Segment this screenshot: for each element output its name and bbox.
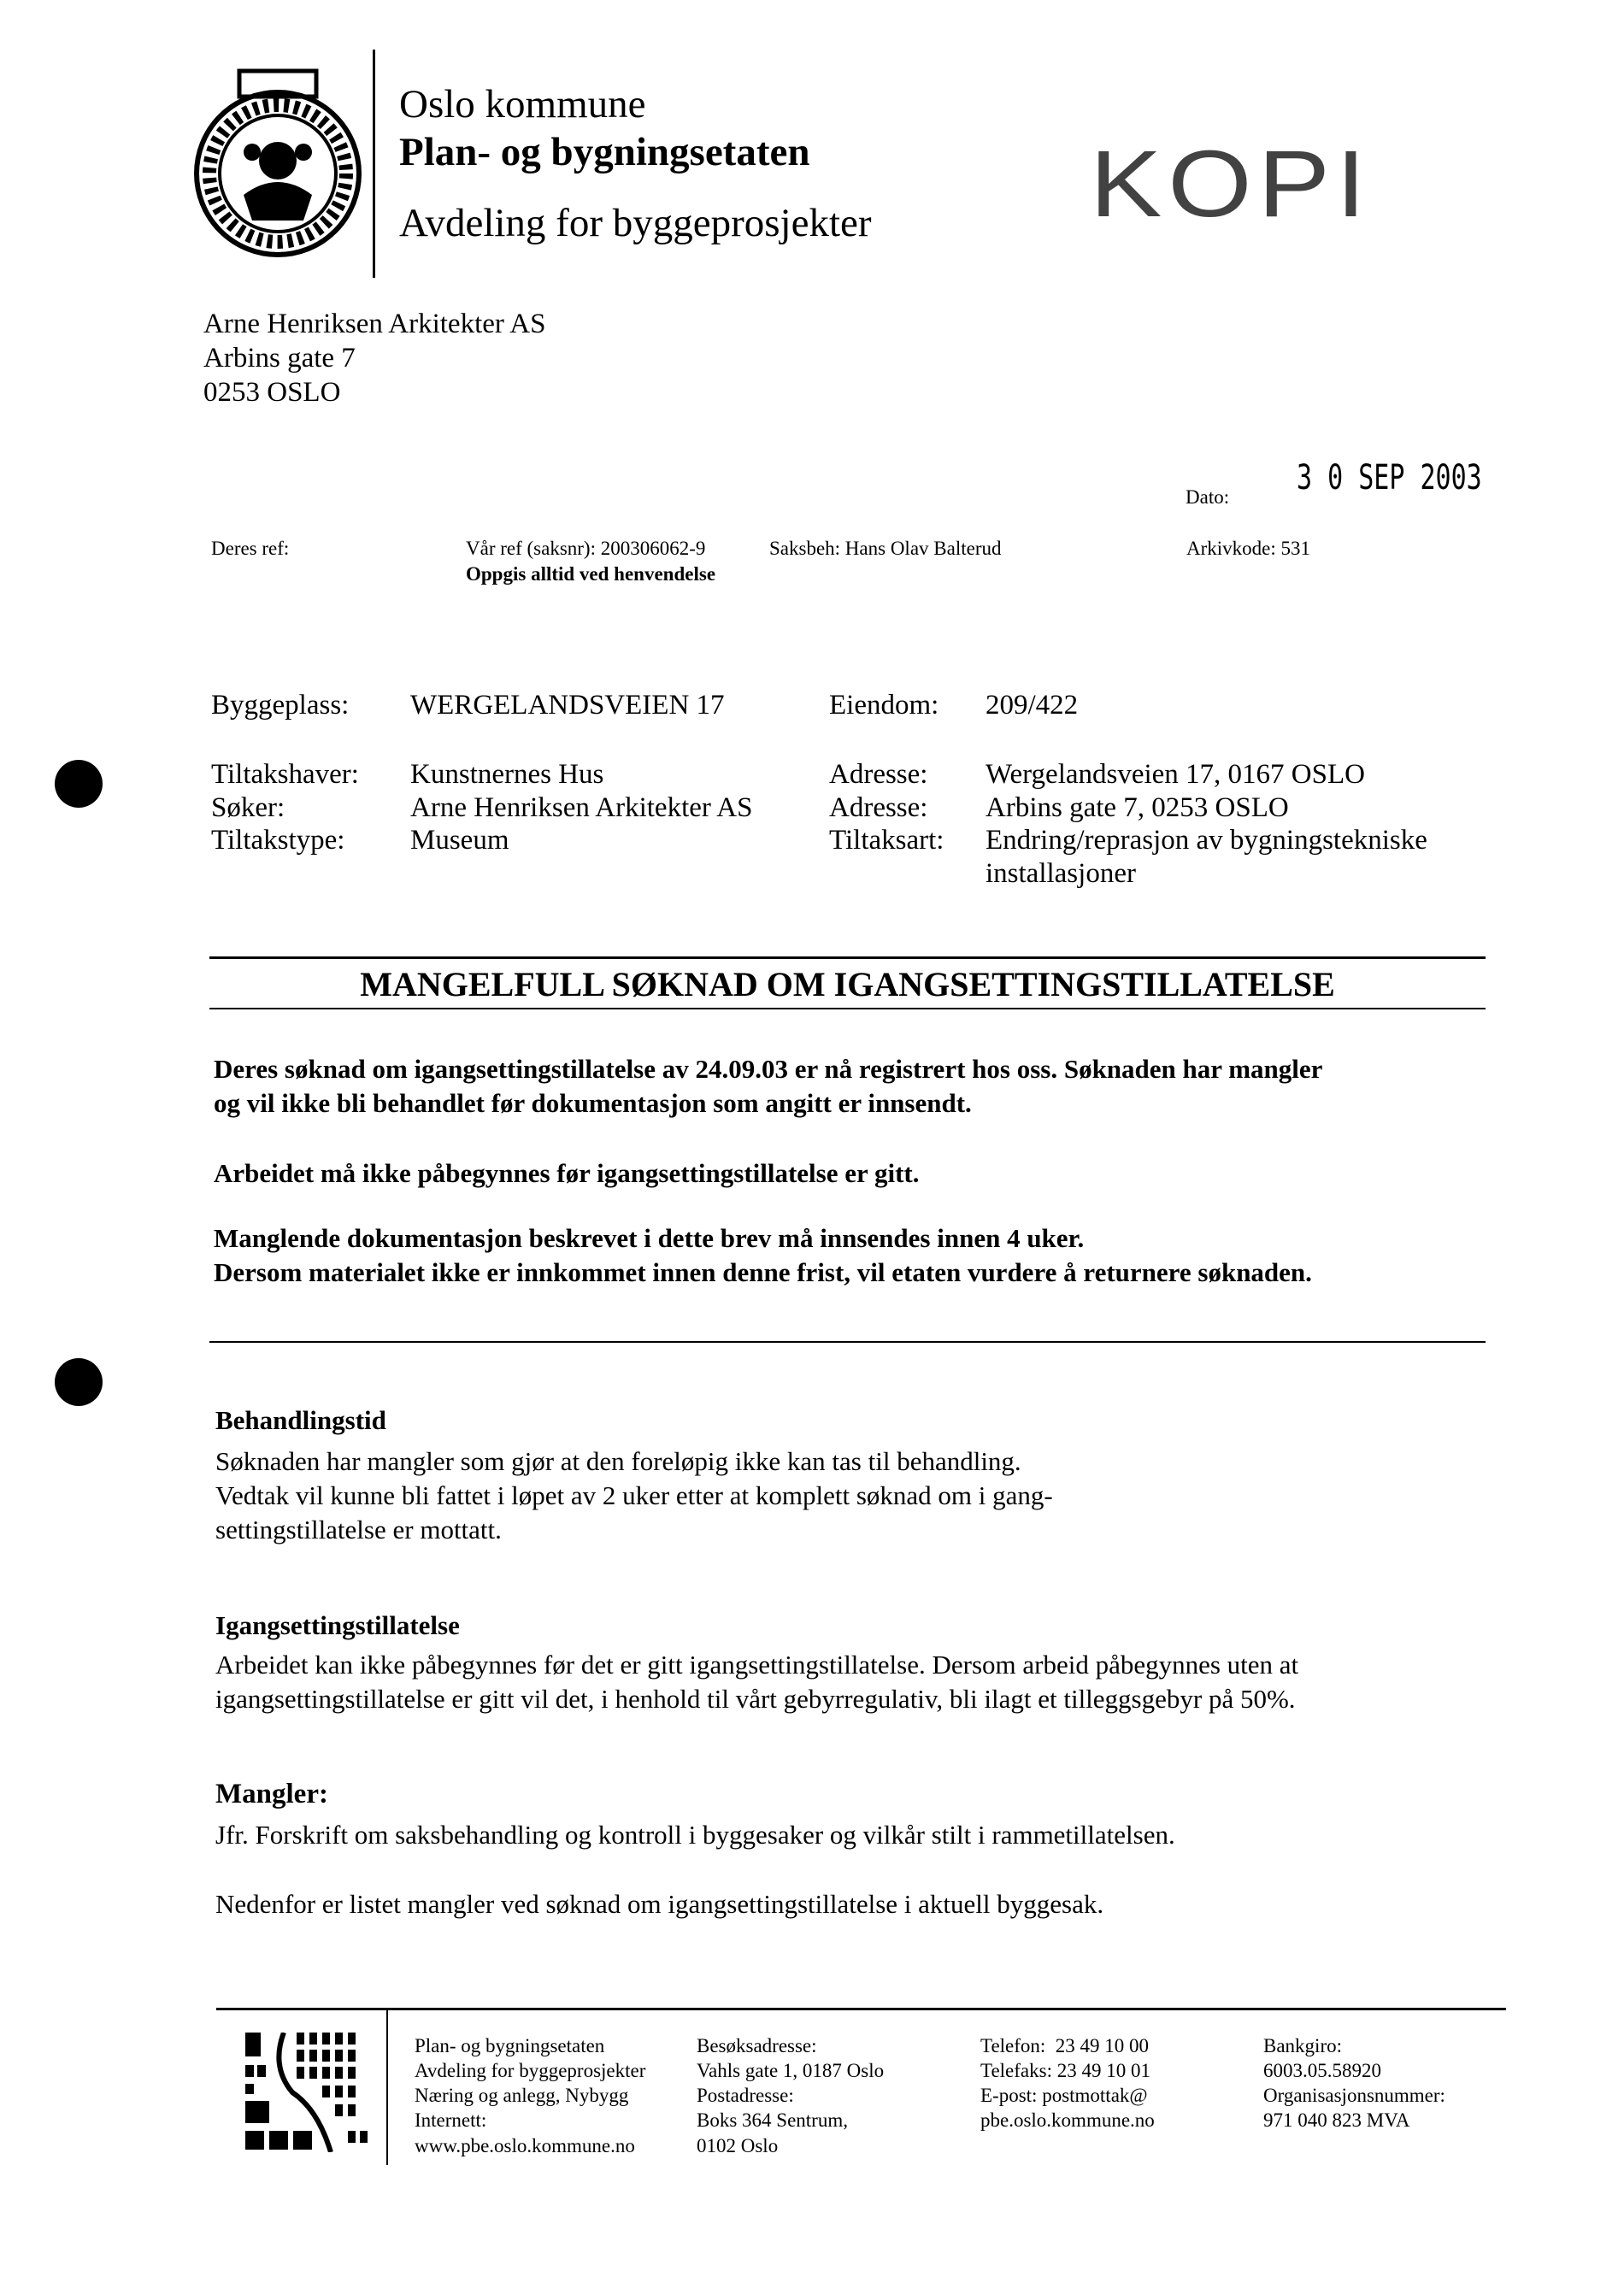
behandlingstid-line: settingstillatelse er mottatt. (215, 1515, 502, 1544)
footer-col1-line: Næring og anlegg, Nybygg (415, 2085, 629, 2106)
footer-col1-line: Avdeling for byggeprosjekter (415, 2060, 646, 2081)
intro-rule (209, 1341, 1486, 1343)
footer-email-domain[interactable]: pbe.oslo.kommune.no (980, 2109, 1155, 2131)
tiltakshaver-value: Kunstnernes Hus (410, 759, 604, 790)
footer-col2-line: Besøksadresse: (697, 2035, 817, 2056)
date-stamp: 3 0 SEP 2003 (1297, 458, 1482, 497)
footer-divider (386, 2009, 388, 2165)
punch-hole (55, 760, 103, 808)
footer-col2-line: 0102 Oslo (697, 2135, 779, 2156)
behandlingstid-heading: Behandlingstid (215, 1405, 386, 1435)
intro-line: Deres søknad om igangsettingstillatelse av 24.09.03 er nå registrert hos oss. Søknaden har mangler (214, 1054, 1323, 1084)
var-ref: Vår ref (saksnr): 200306062-9 (466, 538, 706, 559)
agency-name: Plan- og bygningsetaten (399, 130, 810, 174)
soker-value: Arne Henriksen Arkitekter AS (410, 792, 753, 823)
arkivkode: Arkivkode: 531 (1186, 538, 1311, 559)
byggeplass-label: Byggeplass: (211, 690, 350, 721)
pbe-footer-logo (245, 2033, 369, 2152)
footer-col4-line: Bankgiro: (1263, 2035, 1342, 2056)
adresse1-value: Wergelandsveien 17, 0167 OSLO (986, 759, 1365, 790)
footer-col1-line: Plan- og bygningsetaten (415, 2035, 605, 2056)
igangsetting-line: igangsettingstillatelse er gitt vil det, i henhold til vårt gebyrregulativ, bli ilagt et tilleggsgebyr på 50%. (215, 1684, 1296, 1714)
tiltakshaver-label: Tiltakshaver: (211, 759, 359, 790)
saksbehandler: Saksbeh: Hans Olav Balterud (769, 538, 1002, 559)
punch-hole (55, 1358, 103, 1406)
intro-line: Arbeidet må ikke påbegynnes før igangsettingstillatelse er gitt. (214, 1158, 920, 1188)
footer-rule (216, 2008, 1506, 2010)
adresse2-value: Arbins gate 7, 0253 OSLO (986, 792, 1289, 823)
footer-email-link[interactable]: E-post: postmottak@ (980, 2085, 1148, 2106)
igangsetting-heading: Igangsettingstillatelse (215, 1610, 460, 1640)
org-name: Oslo kommune (399, 82, 646, 126)
intro-line: Dersom materialet ikke er innkommet innen denne frist, vil etaten vurdere å returnere søknaden. (214, 1257, 1312, 1287)
footer-col4-line: 971 040 823 MVA (1263, 2109, 1410, 2131)
letter-title: MANGELFULL SØKNAD OM IGANGSETTINGSTILLATELSE (360, 965, 1335, 1003)
tiltakstype-value: Museum (410, 825, 509, 856)
footer-telefaks: Telefaks: 23 49 10 01 (980, 2060, 1150, 2081)
oppgis-note: Oppgis alltid ved henvendelse (466, 563, 716, 585)
footer-col2-line: Postadresse: (697, 2085, 794, 2106)
intro-line: og vil ikke bli behandlet før dokumentasjon som angitt er innsendt. (214, 1088, 972, 1118)
mangler-heading: Mangler: (215, 1779, 328, 1809)
department-name: Avdeling for byggeprosjekter (399, 201, 872, 245)
mangler-text: Jfr. Forskrift om saksbehandling og kontroll i byggesaker og vilkår stilt i rammetillatelsen. (215, 1820, 1175, 1850)
tiltakstype-label: Tiltakstype: (211, 825, 345, 856)
behandlingstid-line: Søknaden har mangler som gjør at den foreløpig ikke kan tas til behandling. (215, 1446, 1021, 1476)
tiltaksart-value-line1: Endring/reprasjon av bygningstekniske (986, 825, 1427, 856)
footer-col1-line: Internett: (415, 2109, 487, 2131)
igangsetting-line: Arbeidet kan ikke påbegynnes før det er gitt igangsettingstillatelse. Dersom arbeid påbegynnes uten at (215, 1650, 1299, 1680)
header-divider (373, 50, 375, 278)
recipient-city: 0253 OSLO (203, 377, 341, 408)
oslo-seal-logo (192, 67, 363, 262)
footer-col4-line: Organisasjonsnummer: (1263, 2085, 1445, 2106)
nedenfor-text: Nedenfor er listet mangler ved søknad om igangsettingstillatelse i aktuell byggesak. (215, 1889, 1104, 1919)
soker-label: Søker: (211, 792, 285, 823)
eiendom-label: Eiendom: (829, 690, 939, 721)
title-rule-top (209, 956, 1486, 959)
byggeplass-value: WERGELANDSVEIEN 17 (410, 690, 725, 721)
eiendom-value: 209/422 (986, 690, 1079, 721)
footer-telefon: Telefon: 23 49 10 00 (980, 2035, 1150, 2056)
deres-ref: Deres ref: (211, 538, 290, 559)
footer-website-link[interactable]: www.pbe.oslo.kommune.no (415, 2135, 635, 2156)
footer-col4-line: 6003.05.58920 (1263, 2060, 1381, 2081)
intro-line: Manglende dokumentasjon beskrevet i dette brev må innsendes innen 4 uker. (214, 1223, 1085, 1253)
adresse1-label: Adresse: (829, 759, 928, 790)
recipient-street: Arbins gate 7 (203, 343, 356, 374)
recipient-name: Arne Henriksen Arkitekter AS (203, 309, 546, 339)
title-rule-bottom (209, 1008, 1486, 1009)
behandlingstid-line: Vedtak vil kunne bli fattet i løpet av 2 uker etter at komplett søknad om i gang- (215, 1480, 1053, 1510)
footer-col2-line: Boks 364 Sentrum, (697, 2109, 848, 2131)
kopi-stamp: KOPI (1090, 132, 1372, 237)
adresse2-label: Adresse: (829, 792, 928, 823)
date-label: Dato: (1186, 486, 1230, 508)
tiltaksart-value-line2: installasjoner (986, 858, 1136, 889)
footer-col2-line: Vahls gate 1, 0187 Oslo (697, 2060, 885, 2081)
tiltaksart-label: Tiltaksart: (829, 825, 944, 856)
